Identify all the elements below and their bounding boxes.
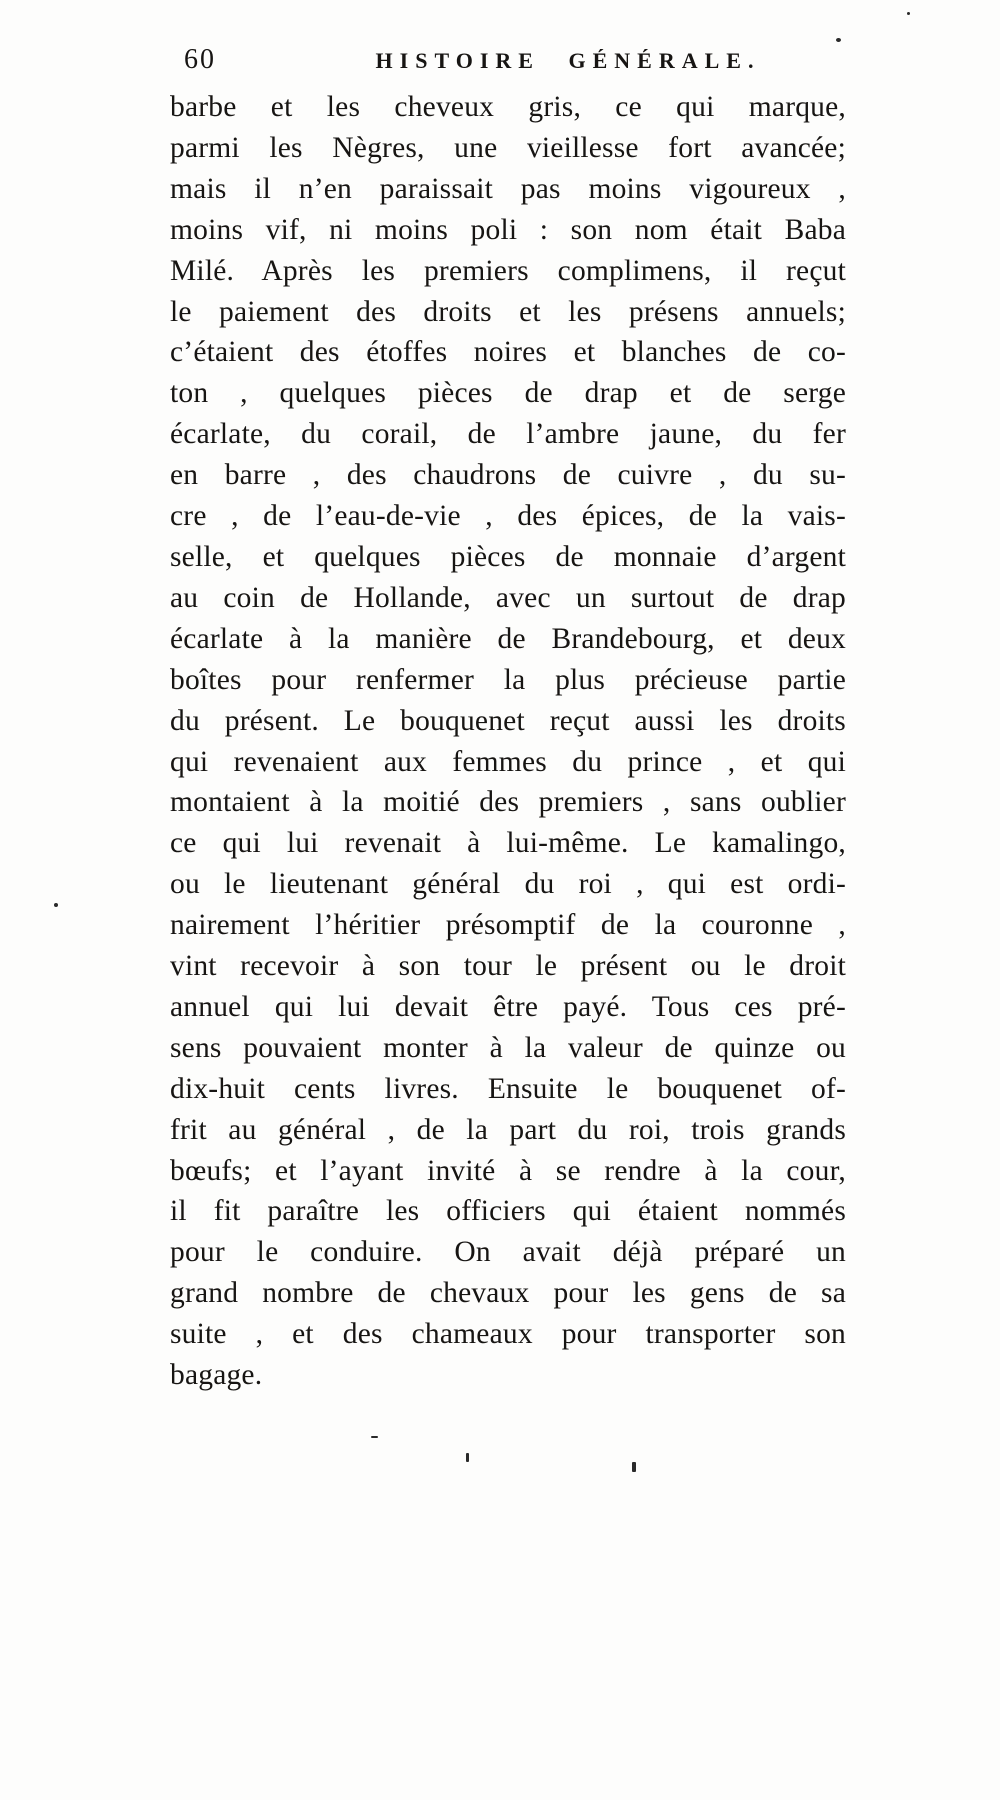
text-line: c’étaient des étoffes noires et blanches de co- <box>170 336 846 369</box>
text-line: sens pouvaient monter à la valeur de quinze ou <box>170 1031 846 1064</box>
text-line: moins vif, ni moins poli : son nom était Baba <box>170 213 846 246</box>
text-line: boîtes pour renfermer la plus précieuse partie <box>170 663 846 696</box>
page-header <box>170 42 846 82</box>
scan-speck <box>836 38 841 42</box>
text-line: écarlate, du corail, de l’ambre jaune, du fer <box>170 418 846 451</box>
text-line: dix-huit cents livres. Ensuite le bouquenet of- <box>170 1072 846 1105</box>
text-line: écarlate à la manière de Brandebourg, et deux <box>170 622 846 655</box>
text-line: Milé. Après les premiers complimens, il reçut <box>170 254 846 287</box>
text-line: mais il n’en paraissait pas moins vigoureux , <box>170 172 846 205</box>
text-line: ce qui lui revenait à lui-même. Le kamalingo, <box>170 827 846 860</box>
scan-speck <box>371 1436 378 1438</box>
running-title: HISTOIRE GÉNÉRALE. <box>375 48 761 73</box>
body-text <box>170 87 846 1396</box>
text-line: annuel qui lui devait être payé. Tous ces pré- <box>170 990 846 1023</box>
text-line: selle, et quelques pièces de monnaie d’argent <box>170 540 846 573</box>
text-line: bœufs; et l’ayant invité à se rendre à la cour, <box>170 1154 846 1187</box>
text-line: parmi les Nègres, une vieillesse fort avancée; <box>170 131 846 164</box>
text-line: ton , quelques pièces de drap et de serge <box>170 377 846 410</box>
text-line: bagage. <box>170 1359 263 1392</box>
text-line: il fit paraître les officiers qui étaient nommés <box>170 1195 846 1228</box>
scan-speck <box>466 1453 469 1462</box>
page-number: 60 <box>184 44 216 75</box>
text-line: en barre , des chaudrons de cuivre , du su- <box>170 459 846 492</box>
scan-speck <box>54 903 58 907</box>
text-line: vint recevoir à son tour le présent ou le droit <box>170 950 846 983</box>
text-line: frit au général , de la part du roi, trois grands <box>170 1113 846 1146</box>
text-line: nairement l’héritier présomptif de la couronne , <box>170 909 846 942</box>
scan-speck <box>632 1462 636 1472</box>
text-line: pour le conduire. On avait déjà préparé un <box>170 1236 846 1269</box>
text-line: grand nombre de chevaux pour les gens de sa <box>170 1277 846 1310</box>
text-line: au coin de Hollande, avec un surtout de drap <box>170 581 846 614</box>
text-line: qui revenaient aux femmes du prince , et qui <box>170 745 846 778</box>
text-line: cre , de l’eau-de-vie , des épices, de la vais- <box>170 500 846 533</box>
text-line: suite , et des chameaux pour transporter son <box>170 1318 846 1351</box>
scan-speck <box>907 12 910 15</box>
text-line: montaient à la moitié des premiers , sans oublier <box>170 786 846 819</box>
text-line: du présent. Le bouquenet reçut aussi les droits <box>170 704 846 737</box>
text-line: barbe et les cheveux gris, ce qui marque, <box>170 91 846 123</box>
text-line: ou le lieutenant général du roi , qui est ordi- <box>170 868 846 901</box>
text-line: le paiement des droits et les présens annuels; <box>170 295 846 328</box>
